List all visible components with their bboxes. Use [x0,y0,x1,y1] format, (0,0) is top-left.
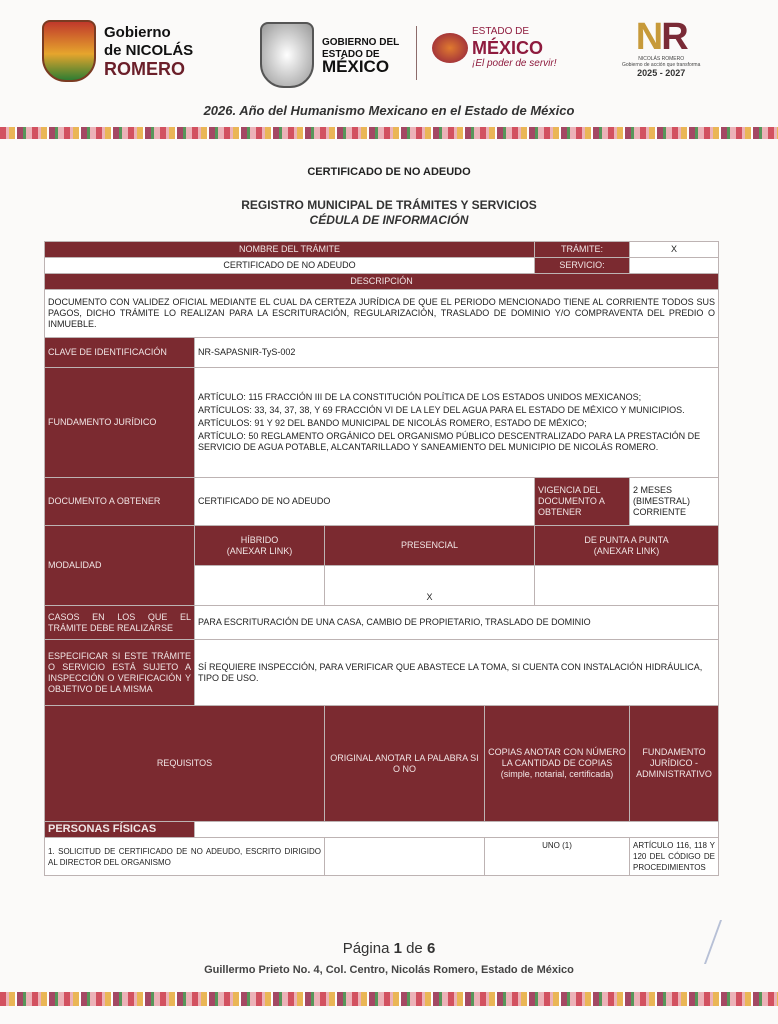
logo1-line1: Gobierno [104,24,171,41]
fundamento-item: ARTÍCULO: 50 REGLAMENTO ORGÁNICO DEL ORGANISMO PÚBLICO DESCENTRALIZADO PARA LA PRESTACIÓN DE SERVICIO DE AGUA POTABLE, ALCANTARILLADO Y SANEAMIENTO DEL MUNICIPIO DE NICOLÁS ROMERO. [198,431,701,452]
page-number: Página 1 de 6 [342,940,436,957]
descripcion-text: DOCUMENTO CON VALIDEZ OFICIAL MEDIANTE EL CUAL DA CERTEZA JURÍDICA DE QUE EL PERIODO MENCIONADO TIENE AL CORRIENTE TODOS SUS PAGOS, DICHO TRÁMITE LO REALIZAN PARA LA ESCRITURACIÓN, REGULARIZACIÓN, TRASLADO DE DOMINIO Y/O COMPRAVENTA DEL PREDIO O INMUEBLE. [45,290,719,338]
logo2-line1: GOBIERNO DEL [322,37,400,48]
nr-administration-logo [622,18,700,78]
document-title: CERTIFICADO DE NO ADEUDO [307,166,471,178]
documento-value: CERTIFICADO DE NO ADEUDO [195,478,535,526]
logo4-line2: Gobierno de acción que transforma [622,62,701,68]
descripcion-header: DESCRIPCIÓN [45,274,719,290]
logo4-years: 2025 - 2027 [637,68,686,78]
presencial-header: PRESENCIAL [325,526,535,566]
estado-de-mexico-brand-logo [432,26,556,70]
state-seal-icon [260,22,314,88]
logo1-line3: ROMERO [104,59,185,79]
logo2-line3: MÉXICO [322,57,390,76]
logo3-line1: ESTADO DE [472,26,530,37]
requisito-row-1-fundamento: ARTÍCULO 116, 118 Y 120 DEL CÓDIGO DE PROCEDIMIENTOS [630,838,719,876]
original-header: ORIGINAL ANOTAR LA PALABRA SI O NO [325,706,485,822]
vigencia-label: VIGENCIA DEL DOCUMENTO A OBTENER [535,478,630,526]
decorative-band-bottom [0,992,778,1006]
clave-label: CLAVE DE IDENTIFICACIÓN [45,338,195,368]
hibrido-header: HÍBRIDO (ANEXAR LINK) [195,526,325,566]
nr-mark-icon: NR [635,16,687,58]
requisito-row-1: 1. SOLICITUD DE CERTIFICADO DE NO ADEUDO, ESCRITO DIRIGIDO AL DIRECTOR DEL ORGANISMO [45,838,325,876]
personas-fisicas-label: PERSONAS FÍSICAS [45,822,195,838]
logo2-line2: ESTADO DE [322,49,380,60]
copias-header: COPIAS ANOTAR CON NÚMERO LA CANTIDAD DE COPIAS (simple, notarial, certificada) [485,706,630,822]
personas-fisicas-blank [195,822,719,838]
footer-address: Guillermo Prieto No. 4, Col. Centro, Nicolás Romero, Estado de México [204,964,574,976]
registry-title: REGISTRO MUNICIPAL DE TRÁMITES Y SERVICIOS [241,198,537,212]
flower-icon [432,33,468,63]
nicolas-romero-logo [42,20,193,82]
nombre-tramite-header: NOMBRE DEL TRÁMITE [45,242,535,258]
logo3-line2: MÉXICO [472,38,544,58]
logo3-slogan: ¡El poder de servir! [472,58,557,69]
logo4-line1: NICOLÁS ROMERO [638,56,685,62]
information-table [44,241,719,876]
letterhead [0,0,778,100]
inspeccion-label: ESPECIFICAR SI ESTE TRÁMITE O SERVICIO ESTÁ SUJETO A INSPECCIÓN O VERIFICACIÓN Y OBJETIVO DE LA MISMA [45,640,195,706]
casos-label: CASOS EN LOS QUE EL TRÁMITE DEBE REALIZARSE [45,606,195,640]
nombre-tramite-value: CERTIFICADO DE NO ADEUDO [45,258,535,274]
fundamento-admin-header: FUNDAMENTO JURÍDICO - ADMINISTRATIVO [630,706,719,822]
hibrido-value [195,566,325,606]
vigencia-value: 2 MESES (BIMESTRAL) CORRIENTE [630,478,719,526]
requisito-row-1-original [325,838,485,876]
servicio-label: SERVICIO: [535,258,630,274]
documento-label: DOCUMENTO A OBTENER [45,478,195,526]
registry-subtitle: CÉDULA DE INFORMACIÓN [309,213,469,227]
punta-header: DE PUNTA A PUNTA (ANEXAR LINK) [535,526,719,566]
servicio-mark [630,258,719,274]
decorative-band-top [0,127,778,139]
requisitos-header: REQUISITOS [45,706,325,822]
punta-value [535,566,719,606]
tramite-label: TRÁMITE: [535,242,630,258]
year-motto: 2026. Año del Humanismo Mexicano en el Estado de México [203,103,575,118]
logo1-line2: de NICOLÁS [104,42,194,59]
fundamento-item: ARTÍCULOS: 33, 34, 37, 38, Y 69 FRACCIÓN VI DE LA LEY DEL AGUA PARA EL ESTADO DE MÉXICO Y MUNICIPIOS. [198,405,685,415]
modalidad-label: MODALIDAD [45,526,195,606]
requisito-row-1-copias: UNO (1) [485,838,630,876]
inspeccion-value: SÍ REQUIERE INSPECCIÓN, PARA VERIFICAR QUE ABASTECE LA TOMA, SI CUENTA CON INSTALACIÓN HIDRÁULICA, TIPO DE USO. [195,640,719,706]
clave-value: NR-SAPASNIR-TyS-002 [195,338,719,368]
presencial-value: X [325,566,535,606]
logo-divider [416,26,417,80]
estado-mexico-government-logo [260,22,399,88]
casos-value: PARA ESCRITURACIÓN DE UNA CASA, CAMBIO DE PROPIETARIO, TRASLADO DE DOMINIO [195,606,719,640]
tramite-mark: X [630,242,719,258]
municipal-seal-icon [42,20,96,82]
fundamento-item: ARTÍCULOS: 91 Y 92 DEL BANDO MUNICIPAL DE NICOLÁS ROMERO, ESTADO DE MÉXICO; [198,418,587,428]
fundamento-label: FUNDAMENTO JURÍDICO [45,368,195,478]
fundamento-item: ARTÍCULO: 115 FRACCIÓN III DE LA CONSTITUCIÓN POLÍTICA DE LOS ESTADOS UNIDOS MEXICANOS; [198,392,642,402]
